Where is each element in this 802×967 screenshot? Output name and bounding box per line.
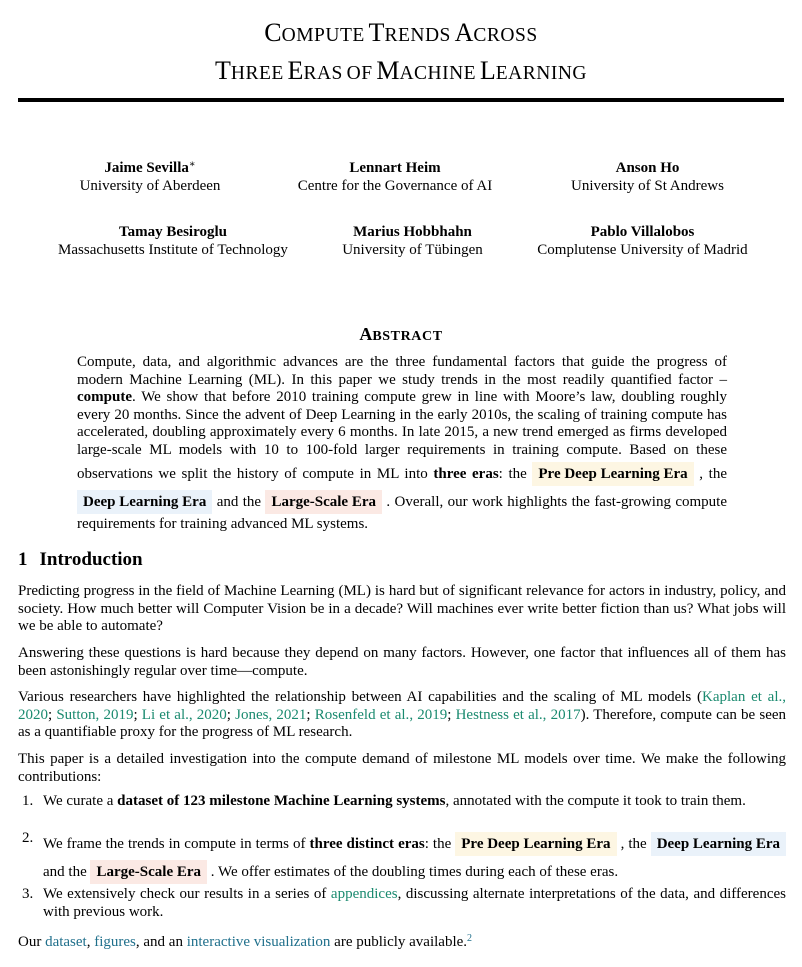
author-affiliation: University of St Andrews (571, 178, 724, 194)
author-footnote-mark: ∗ (188, 159, 196, 170)
author-affiliation: Centre for the Governance of AI (297, 178, 493, 194)
author-block (540, 159, 755, 195)
dataset-link[interactable]: dataset (45, 934, 87, 950)
figures-link[interactable]: figures (94, 934, 136, 950)
author-name: Lennart Heim (349, 160, 441, 176)
interactive-visualization-link[interactable]: interactive visualization (186, 934, 331, 950)
citation-link[interactable]: Kaplan et al., 2020 (18, 689, 787, 723)
list-item: 2. We frame the trends in compute in terms of three distinct eras: the Pre Deep Learning Era , the Deep Learning Era and the Large-Scale Era . We offer estimates of the doubling times during each of these eras. (18, 830, 786, 886)
list-item: 1. We curate a dataset of 123 milestone Machine Learning systems, annotated with the compute it took to train them. (22, 793, 746, 809)
author-block (280, 159, 510, 195)
author-block (38, 223, 308, 259)
author-name: Marius Hobbhahn (353, 224, 472, 240)
era-badge-large-scale: Large-Scale Era (90, 860, 207, 884)
era-badge-deep-learning: Deep Learning Era (651, 832, 786, 856)
title-rule (18, 98, 784, 102)
footnote-mark[interactable]: 2 (467, 933, 473, 944)
author-block (40, 159, 260, 195)
title-line-2: THREE ERAS OF MACHINE LEARNING (214, 56, 587, 85)
author-block (520, 223, 765, 259)
intro-paragraph-2: Answering these questions is hard because they depend on many factors. However, one factor that influences all of them has been astonishingly regular over time—compute. (18, 645, 786, 679)
appendices-link[interactable]: appendices (330, 886, 398, 902)
author-name: Tamay Besiroglu (119, 224, 227, 240)
contributions-list (18, 793, 786, 922)
intro-paragraph-3: Various researchers have highlighted the relationship between AI capabilities and the scaling of ML models (Kaplan et al., 2020; Sutton, 2019; Li et al., 2020; Jones, 2021; Rosenfeld et al., 2019; Hestness et al., 2017). Therefore, compute can be seen as a quantifiable proxy for the progress of ML research. (18, 689, 787, 741)
era-badge-pre-deep-learning: Pre Deep Learning Era (455, 832, 616, 856)
author-name: Pablo Villalobos (590, 224, 695, 240)
era-badge-large-scale: Large-Scale Era (265, 490, 382, 514)
citation-link[interactable]: Li et al., 2020 (141, 706, 227, 723)
author-affiliation: University of Tübingen (342, 242, 483, 258)
citation-link[interactable]: Hestness et al., 2017 (455, 706, 581, 723)
paper-title (0, 16, 802, 92)
author-affiliation: Massachusetts Institute of Technology (58, 242, 288, 258)
era-badge-pre-deep-learning: Pre Deep Learning Era (532, 462, 693, 486)
section-heading-introduction: 1 Introduction (18, 549, 143, 570)
list-item: 3. We extensively check our results in a series of appendices, discussing alternate interpretations of the data, and differences with previous work. (22, 886, 786, 920)
author-name: Jaime Sevilla∗ (104, 159, 196, 176)
author-affiliation: University of Aberdeen (79, 178, 221, 194)
title-line-1: COMPUTE TRENDS ACROSS (264, 18, 538, 47)
intro-paragraph-4: This paper is a detailed investigation into the compute demand of milestone ML models over time. We make the following contributions: (18, 751, 786, 785)
citation-link[interactable]: Jones, 2021 (235, 706, 307, 723)
era-badge-deep-learning: Deep Learning Era (77, 490, 212, 514)
intro-paragraph-1: Predicting progress in the field of Machine Learning (ML) is hard but of significant relevance for actors in industry, policy, and society. How much better will Computer Vision be in a decade? Will machines ever write better fiction than us? What jobs will we be able to automate? (18, 583, 786, 635)
citation-link[interactable]: Rosenfeld et al., 2019 (314, 706, 448, 723)
abstract-heading: ABSTRACT (359, 324, 443, 344)
author-block (325, 223, 500, 259)
author-affiliation: Complutense University of Madrid (537, 242, 748, 258)
citation-link[interactable]: Sutton, 2019 (56, 706, 134, 723)
abstract-text: Compute, data, and algorithmic advances are the three fundamental factors that guide the progress of modern Machine Learning (ML). In this paper we study trends in the most readily quantified factor – compute. We show that before 2010 training compute grew in line with Moore’s law, doubling roughly every 20 months. Since the advent of Deep Learning in the early 2010s, the scaling of training compute has accelerated, doubling approximately every 6 months. In late 2015, a new trend emerged as firms developed large-scale ML models with 10 to 100-fold larger requirements in training compute. Based on these observations we split the history of compute in ML into three eras: the Pre Deep Learning Era , the Deep Learning Era and the Large-Scale Era . Overall, our work highlights the fast-growing compute requirements for training advanced ML systems. (77, 354, 727, 532)
availability-sentence: Our dataset, figures, and an interactive visualization are publicly available.$^2$ (18, 933, 473, 950)
author-name: Anson Ho (615, 160, 680, 176)
